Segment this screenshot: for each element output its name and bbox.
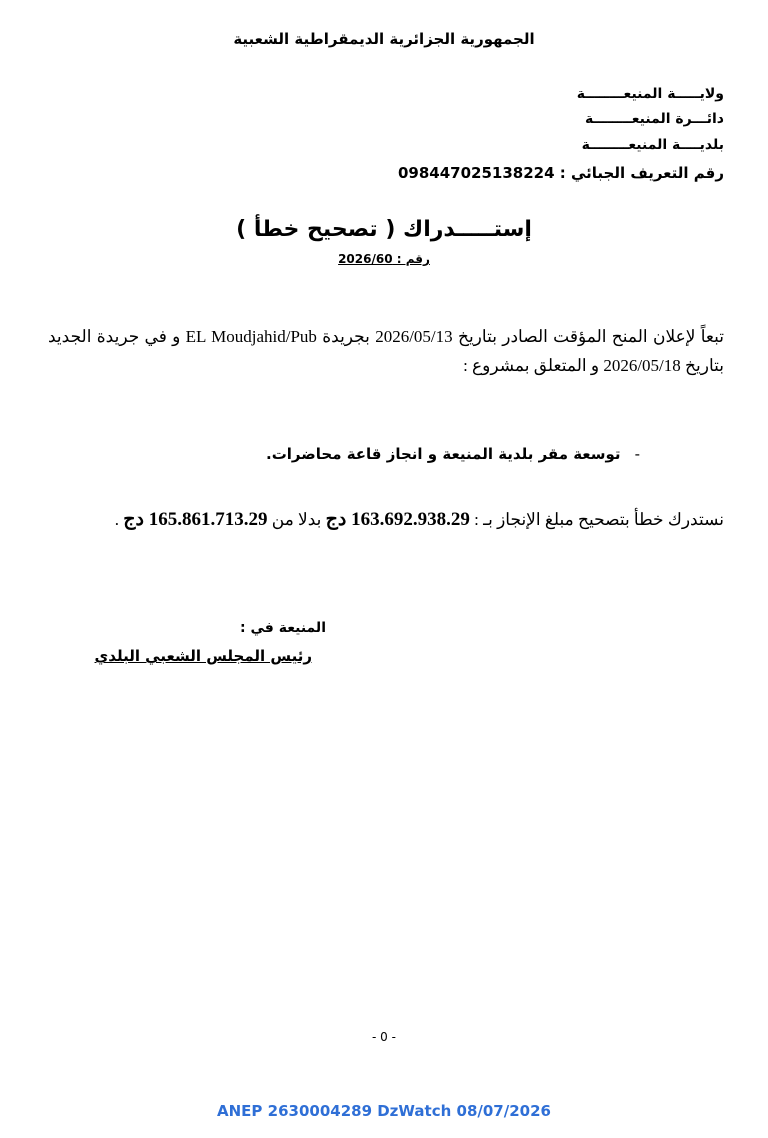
- project-title: توسعة مقر بلدية المنيعة و انجاز قاعة محاضرات.: [266, 445, 621, 463]
- place-date: المنيعة في :: [240, 620, 326, 636]
- project-bullet: -: [634, 445, 640, 463]
- signatory-title: رئيس المجلس الشعبي البلدي: [94, 647, 312, 665]
- correction-text-mid: بدلا من: [267, 510, 326, 529]
- wilaya-line: ولايـــــة المنيعــــــــة: [576, 86, 724, 102]
- project-item: [266, 445, 640, 463]
- corrected-amount: 163.692.938.29 دج: [325, 509, 470, 530]
- tax-id-line: رقم التعريف الجبائي : 098447025138224: [397, 164, 724, 182]
- baladiya-line: بلديــــة المنيعــــــــة: [581, 137, 724, 153]
- document-title: إستـــــدراك ( تصحيح خطأ ): [236, 217, 532, 242]
- previous-amount: 165.861.713.29 دج: [123, 509, 268, 530]
- document-reference: رقم : 2026/60: [338, 252, 430, 266]
- republic-heading: الجمهورية الجزائرية الديمقراطية الشعبية: [233, 30, 535, 48]
- intro-paragraph: تبعاً لإعلان المنح المؤقت الصادر بتاريخ 2026/05/13 بجريدة EL Moudjahid/Pub و في جريدة الجديد بتاريخ 2026/05/18 و المتعلق بمشروع :: [48, 327, 724, 375]
- daira-line: دائـــرة المنيعــــــــة: [585, 111, 724, 127]
- page-number: - 0 -: [372, 1030, 396, 1044]
- correction-paragraph: [48, 505, 724, 535]
- publication-reference: ANEP 2630004289 DzWatch 08/07/2026: [217, 1102, 551, 1120]
- correction-text-start: نستدرك خطأ بتصحيح مبلغ الإنجاز بـ :: [469, 510, 724, 529]
- correction-text-end: .: [114, 510, 124, 529]
